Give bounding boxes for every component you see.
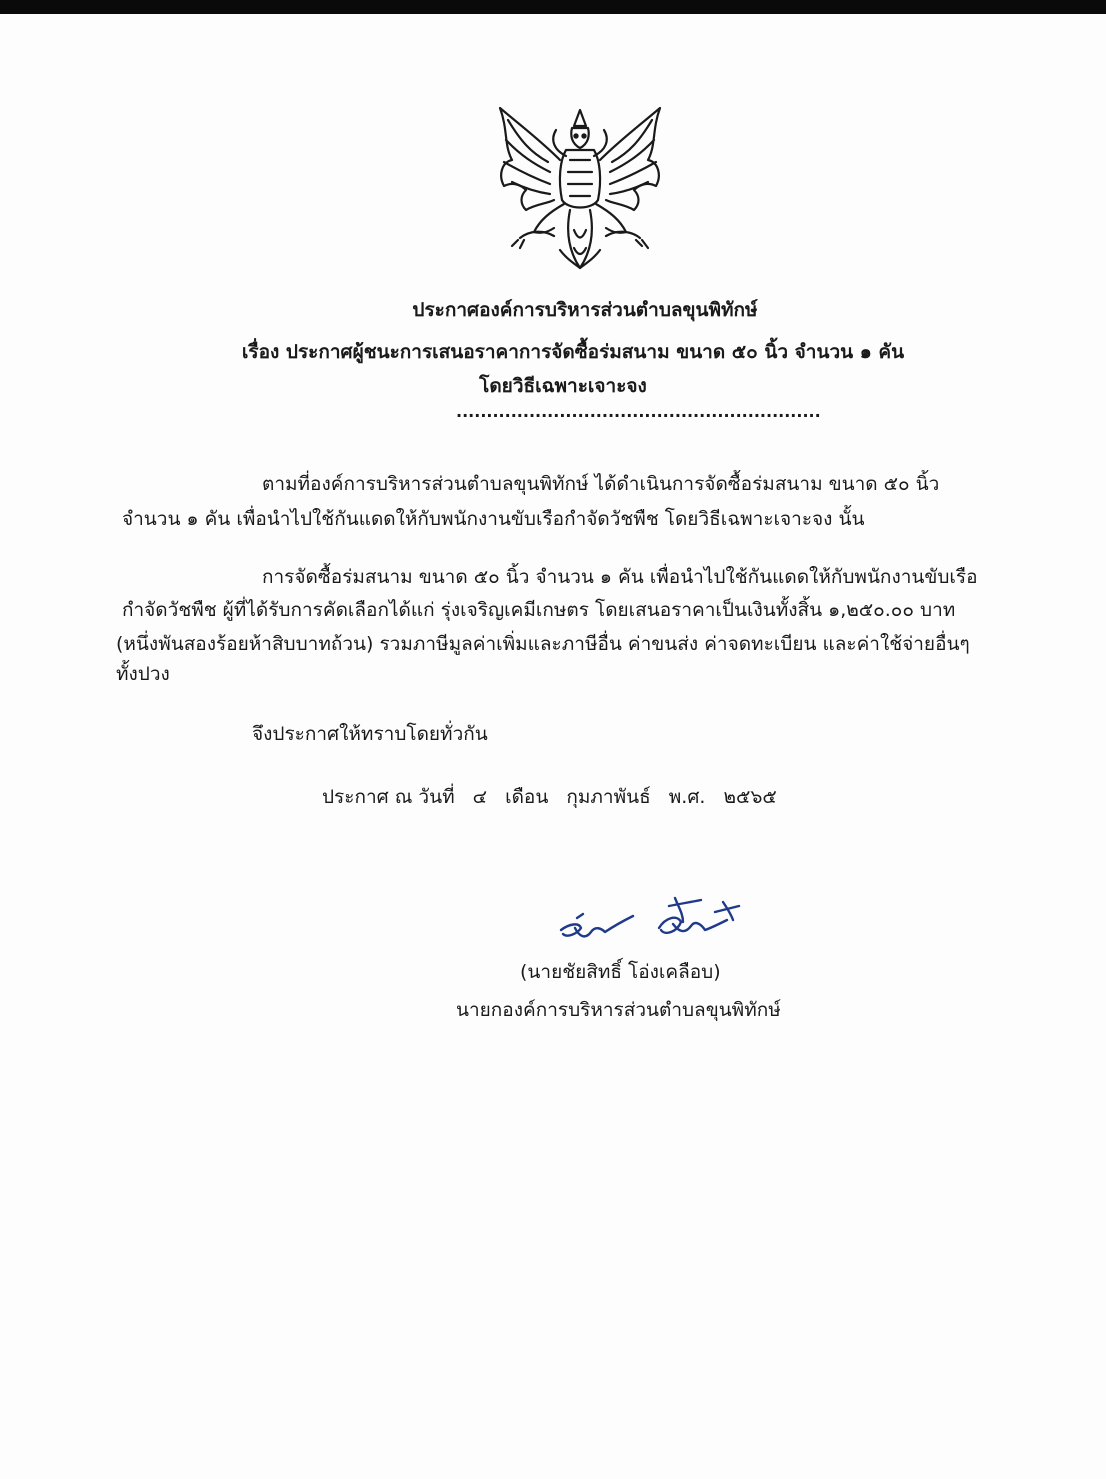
notice-line: จึงประกาศให้ทราบโดยทั่วกัน [252, 723, 488, 745]
paragraph-2-line-4: ทั้งปวง [116, 663, 170, 685]
date-day: ๔ [472, 786, 488, 808]
signer-name: (นายชัยสิทธิ์ โอ่งเคลือบ) [520, 961, 721, 983]
announcement-method: โดยวิธีเฉพาะเจาะจง [479, 375, 647, 397]
date-month-label: เดือน [505, 786, 549, 808]
heading-separator: ............................................................ [456, 402, 821, 421]
announcement-subject: เรื่อง ประกาศผู้ชนะการเสนอราคาการจัดซื้อร่มสนาม ขนาด ๕๐ นิ้ว จำนวน ๑ คัน [241, 341, 905, 363]
scan-top-border [0, 0, 1106, 14]
announcement-issuer: ประกาศองค์การบริหารส่วนตำบลขุนพิทักษ์ [412, 299, 758, 321]
handwritten-signature [555, 888, 745, 950]
date-year: ๒๕๖๕ [723, 786, 777, 808]
paragraph-2-line-1: การจัดซื้อร่มสนาม ขนาด ๕๐ นิ้ว จำนวน ๑ คัน เพื่อนำไปใช้กันแดดให้กับพนักงานขับเรือ [262, 566, 978, 588]
paragraph-2-line-3: (หนึ่งพันสองร้อยห้าสิบบาทถ้วน) รวมภาษีมูลค่าเพิ่มและภาษีอื่น ค่าขนส่ง ค่าจดทะเบียน และค่าใช้จ่ายอื่นๆ [116, 633, 970, 655]
signer-title: นายกองค์การบริหารส่วนตำบลขุนพิทักษ์ [456, 999, 781, 1021]
date-year-label: พ.ศ. [668, 786, 706, 808]
announcement-date [322, 783, 789, 811]
paragraph-1-line-1: ตามที่องค์การบริหารส่วนตำบลขุนพิทักษ์ ได้ดำเนินการจัดซื้อร่มสนาม ขนาด ๕๐ นิ้ว [262, 473, 940, 495]
garuda-emblem-icon [490, 100, 670, 275]
paragraph-2-line-2: กำจัดวัชพืช ผู้ที่ได้รับการคัดเลือกได้แก่ รุ่งเจริญเคมีเกษตร โดยเสนอราคาเป็นเงินทั้งสิ้น ๑,๒๕๐.๐๐ บาท [122, 599, 956, 621]
paragraph-1-line-2: จำนวน ๑ คัน เพื่อนำไปใช้กันแดดให้กับพนักงานขับเรือกำจัดวัชพืช โดยวิธีเฉพาะเจาะจง นั้น [122, 508, 865, 530]
date-prefix: ประกาศ ณ วันที่ [322, 786, 455, 808]
date-month: กุมภาพันธ์ [566, 786, 651, 808]
